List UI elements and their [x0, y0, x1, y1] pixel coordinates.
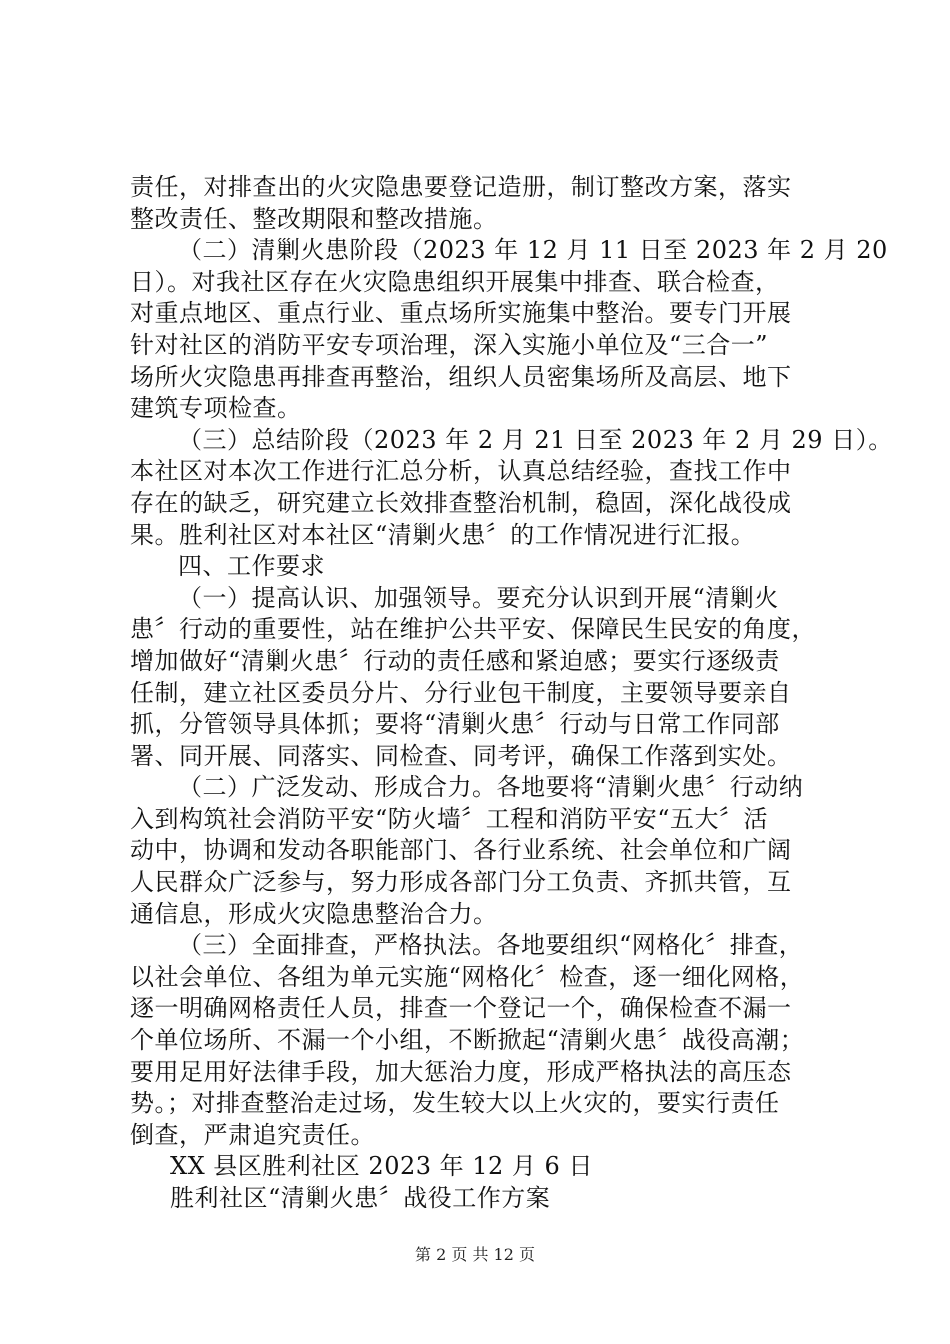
text-line: 人民群众广泛参与，努力形成各部门分工负责、齐抓共管，互: [130, 868, 792, 897]
text-line: 整改责任、整改期限和整改措施。: [130, 204, 498, 233]
text-line: 倒查，严肃追究责任。: [130, 1120, 375, 1149]
text-line: 建筑专项检查。: [130, 394, 302, 423]
text-line: 要用足用好法律手段，加大惩治力度，形成严格执法的高压态: [130, 1057, 792, 1086]
text-line: 日）。对我社区存在火灾隐患组织开展集中排查、联合检查，: [130, 267, 780, 296]
page-footer: 第 2 页 共 12 页: [415, 1245, 535, 1264]
text-line: 通信息，形成火灾隐患整治合力。: [130, 899, 498, 928]
text-line: 署、同开展、同落实、同检查、同考评，确保工作落到实处。: [130, 741, 792, 770]
text-line: 个单位场所、不漏一个小组，不断掀起“清剿火患〞战役高潮；: [130, 1026, 805, 1055]
document-body: [130, 172, 893, 1215]
text-line: （三）全面排查，严格执法。各地要组织“网格化〞排查，: [178, 931, 804, 960]
text-line: 责任，对排查出的火灾隐患要登记造册，制订整改方案，落实: [130, 173, 792, 201]
text-line: （一）提高认识、加强领导。要充分认识到开展“清剿火: [178, 583, 779, 612]
text-line: 逐一明确网格责任人员，排查一个登记一个，确保检查不漏一: [130, 994, 792, 1023]
text-line: 胜利社区“清剿火患〞战役工作方案: [170, 1184, 551, 1212]
text-line: 对重点地区、重点行业、重点场所实施集中整治。要专门开展: [130, 299, 792, 328]
text-line: 四、工作要求: [178, 552, 325, 581]
text-line: （二）广泛发动、形成合力。各地要将“清剿火患〞行动纳: [178, 773, 804, 802]
text-line: 任制，建立社区委员分片、分行业包干制度，主要领导要亲自: [130, 678, 792, 707]
text-line: 果。胜利社区对本社区“清剿火患〞的工作情况进行汇报。: [130, 520, 756, 549]
text-line: 本社区对本次工作进行汇总分析，认真总结经验，查找工作中: [130, 457, 792, 486]
text-line: 以社会单位、各组为单元实施“网格化〞检查，逐一细化网格，: [130, 962, 805, 991]
text-line: 增加做好“清剿火患〞行动的责任感和紧迫感；要实行逐级责: [130, 646, 780, 675]
text-line: 势。；对排查整治走过场，发生较大以上火灾的，要实行责任: [130, 1089, 780, 1118]
text-line: 场所火灾隐患再排查再整治，组织人员密集场所及高层、地下: [130, 362, 792, 391]
text-line: （二）清剿火患阶段（2023 年 12 月 11 日至 2023 年 2 月 20: [178, 236, 888, 265]
text-line: 针对社区的消防平安专项治理，深入实施小单位及“三合一”: [130, 330, 769, 359]
text-line: （三）总结阶段（2023 年 2 月 21 日至 2023 年 2 月 29 日）。: [178, 425, 893, 454]
text-line: 动中，协调和发动各职能部门、各行业系统、社会单位和广阔: [130, 836, 792, 865]
text-line: 入到构筑社会消防平安“防火墙〞工程和消防平安“五大〞活: [130, 804, 769, 833]
text-line: 患〞行动的重要性，站在维护公共平安、保障民生民安的角度，: [130, 615, 816, 644]
text-line: 存在的缺乏，研究建立长效排查整治机制，稳固，深化战役成: [130, 488, 792, 517]
text-line: 抓，分管领导具体抓；要将“清剿火患〞行动与日常工作同部: [130, 710, 780, 739]
text-line: XX 县区胜利社区 2023 年 12 月 6 日: [170, 1152, 593, 1181]
